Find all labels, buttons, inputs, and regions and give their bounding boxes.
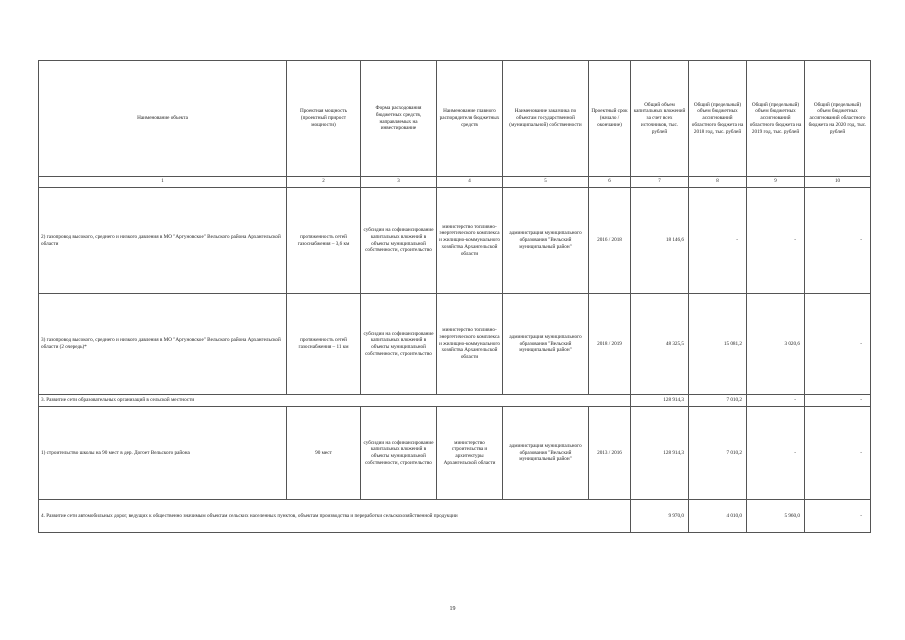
header-capacity: Проектная мощность (проектный прирост мощности) xyxy=(287,61,361,177)
spending-form: субсидии на софинансирование капитальных вложений в объекты муниципальной собственности, строительство xyxy=(361,407,437,500)
header-term: Проектный срок (начало / окончание) xyxy=(589,61,631,177)
budget-2019: 5 960,0 xyxy=(747,500,805,533)
budget-2020: - xyxy=(805,294,871,395)
column-number: 9 xyxy=(747,177,805,188)
budget-2018: 4 010,0 xyxy=(689,500,747,533)
header-object-name: Наименование объекта xyxy=(39,61,287,177)
spending-form: субсидии на софинансирование капитальных вложений в объекты муниципальной собственности, строительство xyxy=(361,294,437,395)
header-budget-2019: Общий (предельный) объем бюджетных ассигнований областного бюджета на 2019 год, тыс. рублей xyxy=(747,61,805,177)
term: 2018 / 2019 xyxy=(589,294,631,395)
table-row xyxy=(39,294,871,395)
header-total-investment: Общий объем капитальных вложений за счет всех источников, тыс. рублей xyxy=(631,61,689,177)
column-number: 4 xyxy=(437,177,503,188)
total-investment: 18 146,6 xyxy=(631,188,689,294)
investment-table xyxy=(38,60,871,533)
term: 2013 / 2016 xyxy=(589,407,631,500)
budget-2020: - xyxy=(805,407,871,500)
customer: администрация муниципального образования "Вельский муниципальный район" xyxy=(503,188,589,294)
customer: администрация муниципального образования "Вельский муниципальный район" xyxy=(503,407,589,500)
budget-2019: - xyxy=(747,188,805,294)
budget-2020: - xyxy=(805,500,871,533)
section-row xyxy=(39,500,871,533)
budget-2019: - xyxy=(747,395,805,407)
column-number: 6 xyxy=(589,177,631,188)
column-number: 8 xyxy=(689,177,747,188)
budget-2018: 15 081,2 xyxy=(689,294,747,395)
object-name: 2) газопровод высокого, среднего и низкого давления в МО "Аргуновское" Вельского района Архангельской области xyxy=(39,188,287,294)
main-distributor: министерство строительства и архитектуры Архангельской области xyxy=(437,407,503,500)
term: 2016 / 2018 xyxy=(589,188,631,294)
column-number-row xyxy=(39,177,871,188)
budget-2019: - xyxy=(747,407,805,500)
header-customer: Наименование заказчика по объектам государственной (муниципальной) собственности xyxy=(503,61,589,177)
column-number: 2 xyxy=(287,177,361,188)
table-row xyxy=(39,188,871,294)
budget-2019: 3 020,6 xyxy=(747,294,805,395)
header-row xyxy=(39,61,871,177)
header-budget-2020: Общий (предельный) объем бюджетных ассигнований областного бюджета на 2020 год, тыс. рублей xyxy=(805,61,871,177)
table-row xyxy=(39,407,871,500)
header-budget-2018: Общий (предельный) объем бюджетных ассигнований областного бюджета на 2018 год, тыс. рублей xyxy=(689,61,747,177)
total-investment: 9 970,0 xyxy=(631,500,689,533)
capacity: 90 мест xyxy=(287,407,361,500)
section-label: 3. Развитие сети образовательных организаций в сельской местности xyxy=(39,395,631,407)
main-distributor: министерство топливно-энергетического комплекса и жилищно-коммунального хозяйства Архангельской области xyxy=(437,188,503,294)
main-distributor: министерство топливно-энергетического комплекса и жилищно-коммунального хозяйства Архангельской области xyxy=(437,294,503,395)
capacity: протяженность сетей газоснабжения – 3,6 км xyxy=(287,188,361,294)
budget-2018: 7 010,2 xyxy=(689,407,747,500)
section-row xyxy=(39,395,871,407)
column-number: 5 xyxy=(503,177,589,188)
column-number: 7 xyxy=(631,177,689,188)
total-investment: 48 325,5 xyxy=(631,294,689,395)
object-name: 1) строительство школы на 90 мест в дер. Догоет Вельского района xyxy=(39,407,287,500)
spending-form: субсидии на софинансирование капитальных вложений в объекты муниципальной собственности, строительство xyxy=(361,188,437,294)
total-investment: 128 914,3 xyxy=(631,407,689,500)
column-number: 10 xyxy=(805,177,871,188)
budget-2020: - xyxy=(805,188,871,294)
capacity: протяженность сетей газоснабжения – 11 км xyxy=(287,294,361,395)
column-number: 1 xyxy=(39,177,287,188)
total-investment: 128 914,3 xyxy=(631,395,689,407)
budget-2018: - xyxy=(689,188,747,294)
customer: администрация муниципального образования "Вельский муниципальный район" xyxy=(503,294,589,395)
page-number: 19 xyxy=(449,606,456,612)
budget-2020: - xyxy=(805,395,871,407)
header-main-distributor: Наименование главного распорядителя бюджетных средств xyxy=(437,61,503,177)
header-spending-form: Форма расходования бюджетных средств, направляемых на инвестирование xyxy=(361,61,437,177)
column-number: 3 xyxy=(361,177,437,188)
budget-2018: 7 010,2 xyxy=(689,395,747,407)
object-name: 3) газопровод высокого, среднего и низкого давления в МО "Аргуновское" Вельского района Архангельской области (2 очередь)* xyxy=(39,294,287,395)
section-label: 4. Развитие сети автомобильных дорог, ведущих к общественно значимым объектам сельских населенных пунктов, объектам производства и переработки сельскохозяйственной продукции xyxy=(39,500,631,533)
